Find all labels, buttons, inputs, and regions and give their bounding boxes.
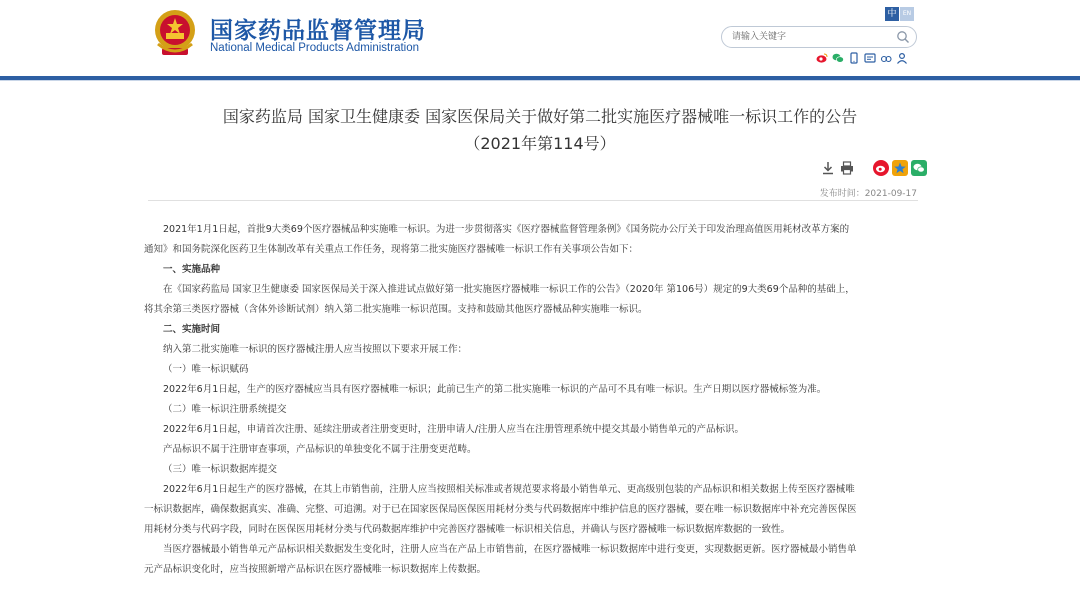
article-paragraph: 用耗材分类与代码字段，同时在医保医用耗材分类与代码数据库维护中完善医疗器械唯一标识相关信息，并确认与医疗器械唯一标识数据库数据的一致性。 [144,524,791,535]
article-paragraph: 2021年1月1日起，首批9大类69个医疗器械品种实施唯一标识。为进一步贯彻落实《医疗器械监督管理条例》《国务院办公厅关于印发治理高值医用耗材改革方案的 [163,224,850,235]
weibo-share-icon[interactable] [873,160,889,176]
national-emblem-icon[interactable] [152,8,198,58]
title-divider [148,200,918,201]
article-paragraph: 纳入第二批实施唯一标识的医疗器械注册人应当按照以下要求开展工作： [163,344,468,355]
article-paragraph: （三）唯一标识数据库提交 [163,464,278,475]
article-title: 国家药监局 国家卫生健康委 国家医保局关于做好第二批实施医疗器械唯一标识工作的公告 [222,107,858,126]
social-links [816,52,908,64]
lang-en-button[interactable]: EN [900,7,914,21]
article-paragraph: 产品标识不属于注册审查事项，产品标识的单独变化不属于注册变更范畴。 [163,444,477,455]
search-input[interactable] [732,30,892,44]
article-paragraph: 2022年6月1日起生产的医疗器械，在其上市销售前，注册人应当按照相关标准或者规范要求将最小销售单元、更高级别包装的产品标识和相关数据上传至医疗器械唯 [163,484,855,495]
wechat-icon[interactable] [832,52,844,64]
org-name-en[interactable]: National Medical Products Administration [210,42,420,54]
publish-date: 发布时间：2021-09-17 [819,189,917,199]
section-heading: 一、实施品种 [163,264,221,275]
article-paragraph: 一标识数据库，确保数据真实、准确、完整、可追溯。对于已在国家医保局医保医用耗材分类与代码数据库中维护信息的医疗器械，要在唯一标识数据库中补充完善医保医 [144,504,857,515]
article-paragraph: （一）唯一标识赋码 [163,364,249,375]
org-name-cn[interactable]: 国家药品监督管理局 [210,18,426,44]
article-paragraph: 将其余第三类医疗器械（含体外诊断试剂）纳入第二批实施唯一标识范围。支持和鼓励其他医疗器械品种实施唯一标识。 [144,304,648,315]
search-icon[interactable] [896,30,910,44]
print-icon[interactable] [839,160,855,176]
header-divider-line [0,80,1080,81]
lang-cn-button[interactable]: 中 [885,7,899,21]
article-paragraph: 2022年6月1日起，生产的医疗器械应当具有医疗器械唯一标识；此前已生产的第二批实施唯一标识的产品可不具有唯一标识。生产日期以医疗器械标签为准。 [163,384,827,395]
wechat-share-icon[interactable] [911,160,927,176]
favorite-share-icon[interactable] [892,160,908,176]
article-title-number: （2021年第114号） [464,134,616,153]
article-body [144,220,920,580]
site-header [0,0,1080,76]
accessibility-icon[interactable] [880,52,892,64]
download-icon[interactable] [820,160,836,176]
language-switch [885,7,914,21]
weibo-icon[interactable] [816,52,828,64]
search-box [721,26,917,48]
article-paragraph: 当医疗器械最小销售单元产品标识相关数据发生变化时，注册人应当在产品上市销售前，在医疗器械唯一标识数据库中进行变更，实现数据更新。医疗器械最小销售单 [163,544,857,555]
article-paragraph: 2022年6月1日起，申请首次注册、延续注册或者注册变更时，注册申请人/注册人应当在注册管理系统中提交其最小销售单元的产品标识。 [163,424,744,435]
section-heading: 二、实施时间 [163,324,221,335]
user-icon[interactable] [896,52,908,64]
article-paragraph: 元产品标识变化时，应当按照新增产品标识在医疗器械唯一标识数据库上传数据。 [144,564,487,575]
article-paragraph: （二）唯一标识注册系统提交 [163,404,287,415]
mobile-icon[interactable] [848,52,860,64]
article-tools [820,160,927,176]
article-paragraph: 通知》和国务院深化医药卫生体制改革有关重点工作任务，现将第二批实施医疗器械唯一标识工作有关事项公告如下： [144,244,639,255]
rss-icon[interactable] [864,52,876,64]
article-paragraph: 在《国家药监局 国家卫生健康委 国家医保局关于深入推进试点做好第一批实施医疗器械唯一标识工作的公告》（2020年 第106号）规定的9大类69个品种的基础上， [163,284,855,295]
